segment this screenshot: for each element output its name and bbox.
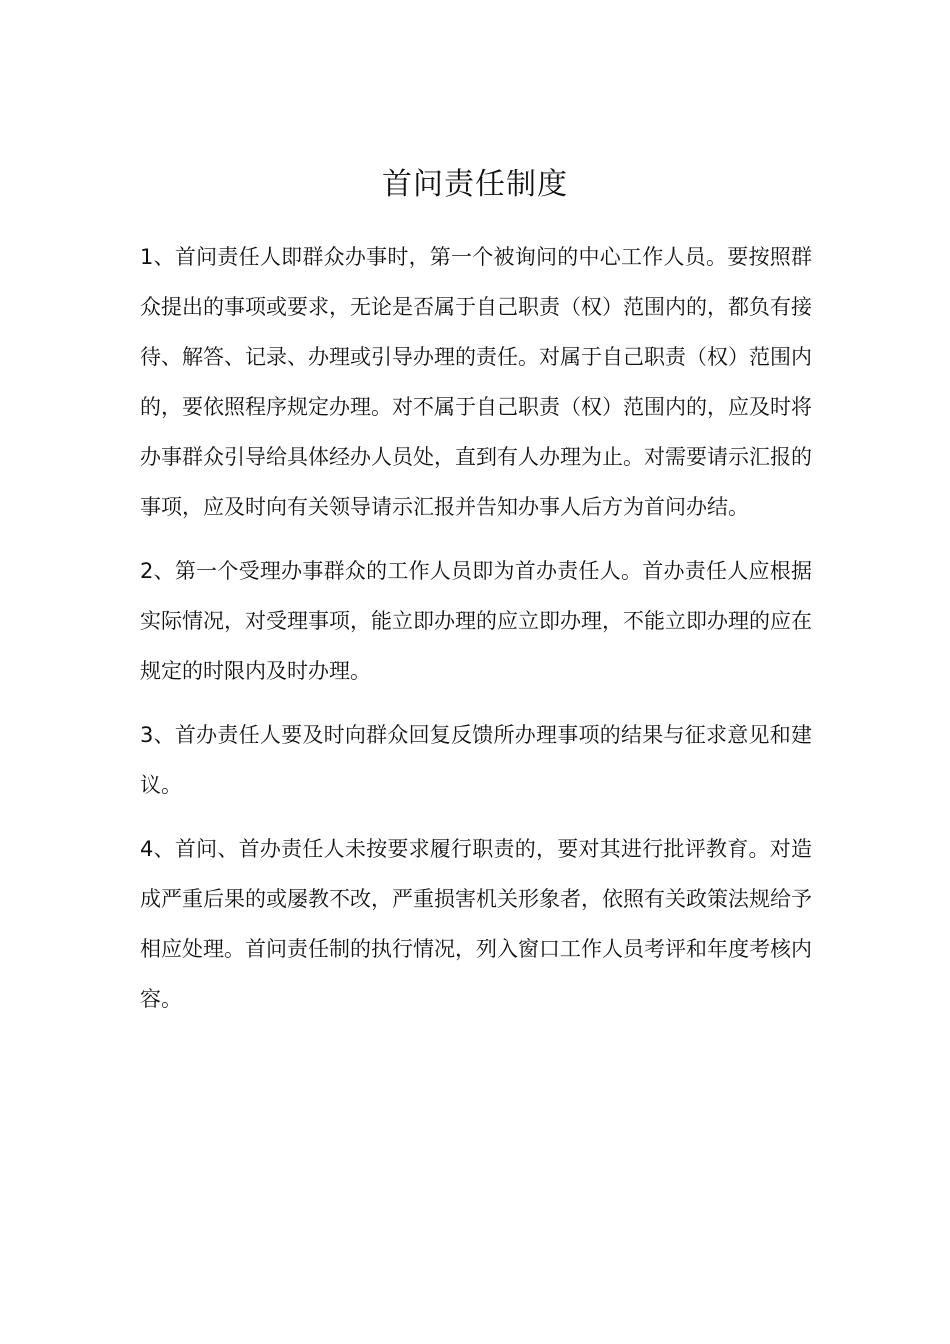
paragraph-2: 2、第一个受理办事群众的工作人员即为首办责任人。首办责任人应根据实际情况，对受理事项，能立即办理的应立即办理，不能立即办理的应在规定的时限内及时办理。 [140, 559, 812, 683]
paragraph-3: 3、首办责任人要及时向群众回复反馈所办理事项的结果与征求意见和建议。 [140, 723, 812, 797]
paragraph-4: 4、首问、首办责任人未按要求履行职责的，要对其进行批评教育。对造成严重后果的或屡教不改，严重损害机关形象者，依照有关政策法规给予相应处理。首问责任制的执行情况，列入窗口工作人员考评和年度考核内容。 [140, 837, 812, 1011]
document-body [140, 232, 812, 1038]
paragraph-1: 1、首问责任人即群众办事时，第一个被询问的中心工作人员。要按照群众提出的事项或要求，无论是否属于自己职责（权）范围内的，都负有接待、解答、记录、办理或引导办理的责任。对属于自己职责（权）范围内的，要依照程序规定办理。对不属于自己职责（权）范围内的，应及时将办事群众引导给具体经办人员处，直到有人办理为止。对需要请示汇报的事项，应及时向有关领导请示汇报并告知办事人后方为首问办结。 [140, 245, 812, 519]
document-title: 首问责任制度 [382, 167, 568, 202]
